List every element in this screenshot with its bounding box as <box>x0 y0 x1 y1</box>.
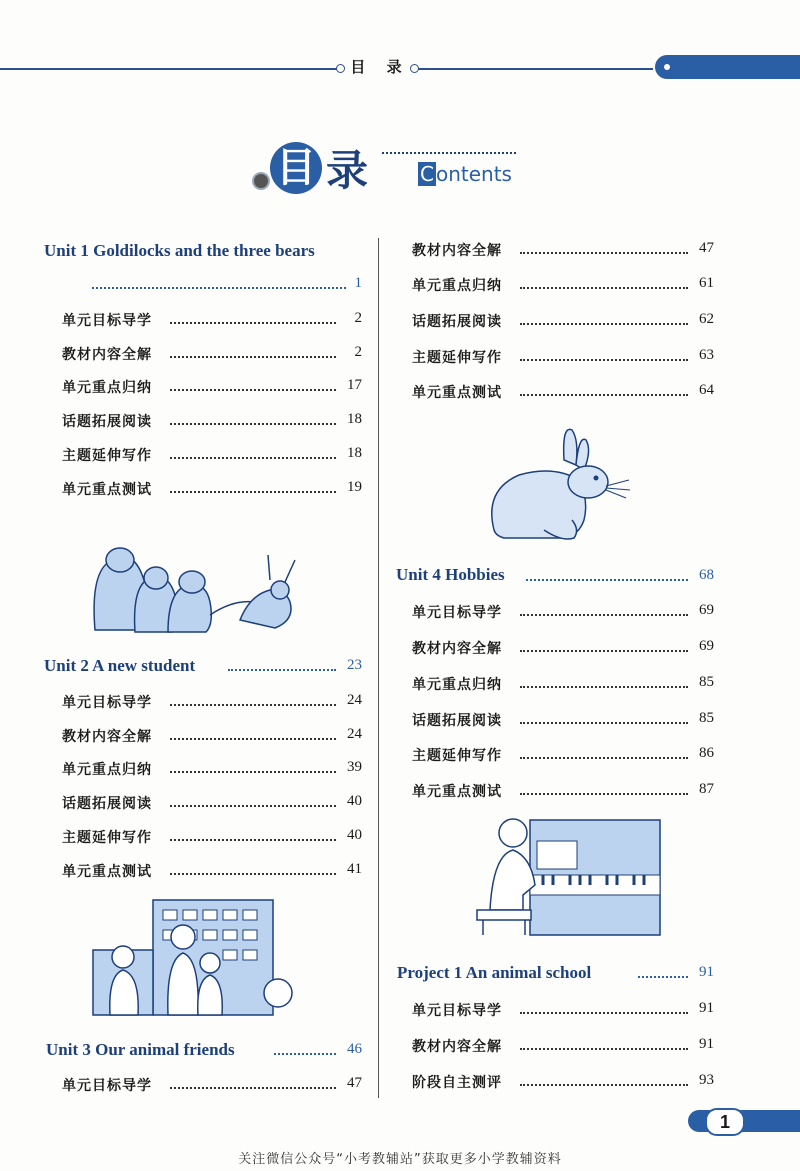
toc-entry-label: 话题拓展阅读 <box>412 314 502 330</box>
toc-entry[interactable] <box>62 377 362 399</box>
rabbit-illustration <box>484 420 634 545</box>
toc-entry-page: 86 <box>699 745 714 761</box>
toc-entry-page: 24 <box>347 726 362 742</box>
toc-entry-page: 62 <box>699 311 714 327</box>
toc-entry-page: 2 <box>354 344 362 360</box>
toc-entry[interactable] <box>62 726 362 748</box>
toc-entry-label: 主题延伸写作 <box>412 748 502 764</box>
leader-dots <box>170 1087 336 1089</box>
leader-dots <box>170 738 336 740</box>
leader-dots <box>170 322 336 324</box>
title-english <box>418 162 512 186</box>
leader-dots <box>520 614 688 616</box>
school-illustration <box>88 895 308 1020</box>
toc-entry[interactable] <box>412 1036 714 1058</box>
toc-entry-label: 教材内容全解 <box>62 729 152 745</box>
leader-dots <box>170 457 336 459</box>
leader-dots <box>170 805 336 807</box>
toc-entry-page: 85 <box>699 674 714 690</box>
project1-title[interactable]: Project 1 An animal school <box>397 963 592 982</box>
toc-entry-page: 40 <box>347 827 362 843</box>
toc-entry-label: 单元目标导学 <box>62 313 152 329</box>
unit4-page-row[interactable] <box>526 567 714 589</box>
leader-dots <box>170 873 336 875</box>
leader-dots <box>170 389 336 391</box>
leader-dots <box>170 771 336 773</box>
contents-title <box>240 138 530 198</box>
toc-entry[interactable] <box>62 827 362 849</box>
header-tab <box>655 55 800 79</box>
toc-entry[interactable] <box>62 310 362 332</box>
toc-entry-page: 18 <box>347 411 362 427</box>
toc-entry-label: 教材内容全解 <box>412 1039 502 1055</box>
toc-entry[interactable] <box>412 1000 714 1022</box>
three-bears-illustration <box>90 540 310 635</box>
toc-entry-page: 41 <box>347 861 362 877</box>
leader-dots <box>520 252 688 254</box>
toc-entry-label: 教材内容全解 <box>412 243 502 259</box>
toc-entry[interactable] <box>412 1072 714 1094</box>
toc-entry[interactable] <box>62 1075 362 1097</box>
leader-dots <box>526 579 688 581</box>
unit2-page-row[interactable] <box>228 657 362 679</box>
toc-entry-label: 教材内容全解 <box>62 347 152 363</box>
leader-dots <box>638 976 688 978</box>
leader-dots <box>520 1048 688 1050</box>
toc-entry[interactable] <box>412 382 714 404</box>
toc-entry-page: 85 <box>699 710 714 726</box>
toc-entry[interactable] <box>62 344 362 366</box>
toc-entry-label: 单元重点归纳 <box>62 380 152 396</box>
unit3-title[interactable]: Unit 3 Our animal friends <box>46 1040 235 1059</box>
toc-entry-page: 91 <box>699 1036 714 1052</box>
title-dotted-rule <box>382 152 516 154</box>
page-number: 91 <box>699 964 714 980</box>
toc-entry-label: 单元重点测试 <box>62 482 152 498</box>
toc-entry-label: 主题延伸写作 <box>62 830 152 846</box>
toc-entry-label: 主题延伸写作 <box>412 350 502 366</box>
toc-entry-label: 教材内容全解 <box>412 641 502 657</box>
toc-entry[interactable] <box>412 674 714 696</box>
toc-entry-page: 18 <box>347 445 362 461</box>
toc-entry[interactable] <box>62 793 362 815</box>
toc-entry[interactable] <box>412 311 714 333</box>
leader-dots <box>274 1053 336 1055</box>
header-rule-right <box>418 68 653 70</box>
leader-dots <box>520 323 688 325</box>
header-title: 目 录 <box>350 58 410 76</box>
toc-entry[interactable] <box>412 602 714 624</box>
leader-dots <box>520 287 688 289</box>
leader-dots <box>170 356 336 358</box>
toc-entry[interactable] <box>412 710 714 732</box>
toc-entry-page: 61 <box>699 275 714 291</box>
title-english-initial: C <box>420 162 434 186</box>
toc-entry-label: 单元目标导学 <box>62 1078 152 1094</box>
toc-entry-label: 话题拓展阅读 <box>412 713 502 729</box>
toc-entry-page: 24 <box>347 692 362 708</box>
bottom-note: 关注微信公众号“小考教辅站”获取更多小学教辅资料 <box>238 1152 562 1167</box>
toc-entry[interactable] <box>412 745 714 767</box>
toc-entry-label: 单元目标导学 <box>412 605 502 621</box>
pin-icon <box>252 172 270 190</box>
leader-dots <box>520 650 688 652</box>
leader-dots <box>520 722 688 724</box>
page-number: 23 <box>347 657 362 673</box>
toc-entry-label: 话题拓展阅读 <box>62 414 152 430</box>
toc-entry-page: 63 <box>699 347 714 363</box>
toc-entry-page: 39 <box>347 759 362 775</box>
toc-entry-page: 69 <box>699 638 714 654</box>
title-char-lu: 录 <box>326 146 369 195</box>
toc-entry-page: 93 <box>699 1072 714 1088</box>
header-tab-dot <box>664 64 670 70</box>
page-number: 68 <box>699 567 714 583</box>
unit4-title[interactable]: Unit 4 Hobbies <box>396 565 505 584</box>
toc-entry[interactable] <box>62 861 362 883</box>
leader-dots <box>520 359 688 361</box>
toc-entry[interactable] <box>62 479 362 501</box>
page-number: 46 <box>347 1041 362 1057</box>
toc-entry-label: 单元重点归纳 <box>412 278 502 294</box>
toc-entry[interactable] <box>62 445 362 467</box>
column-divider <box>378 238 379 1098</box>
toc-entry[interactable] <box>412 781 714 803</box>
leader-dots <box>520 1084 688 1086</box>
leader-dots <box>170 423 336 425</box>
leader-dots <box>228 669 336 671</box>
toc-entry-page: 2 <box>354 310 362 326</box>
leader-dots <box>170 704 336 706</box>
title-char-mu: 目 <box>270 142 322 194</box>
toc-entry-page: 47 <box>699 240 714 256</box>
toc-entry-page: 64 <box>699 382 714 398</box>
toc-entry[interactable] <box>62 411 362 433</box>
page-number: 1 <box>354 275 362 291</box>
toc-entry-label: 单元重点归纳 <box>412 677 502 693</box>
toc-entry-page: 17 <box>347 377 362 393</box>
leader-dots <box>520 757 688 759</box>
leader-dots <box>520 1012 688 1014</box>
toc-entry-label: 单元重点测试 <box>62 864 152 880</box>
toc-entry-page: 69 <box>699 602 714 618</box>
toc-entry-label: 话题拓展阅读 <box>62 796 152 812</box>
toc-entry-label: 阶段自主测评 <box>412 1075 502 1091</box>
title-english-rest: ontents <box>435 162 512 186</box>
toc-entry-page: 19 <box>347 479 362 495</box>
unit1-title[interactable]: Unit 1 Goldilocks and the three bears <box>44 241 315 260</box>
leader-dots <box>520 394 688 396</box>
project1-page-row[interactable] <box>638 964 714 986</box>
leader-dots <box>520 793 688 795</box>
toc-entry[interactable] <box>62 692 362 714</box>
toc-entry[interactable] <box>412 275 714 297</box>
unit2-title-text: Unit 2 A new student <box>44 656 196 675</box>
toc-entry-label: 单元目标导学 <box>62 695 152 711</box>
toc-entry[interactable] <box>412 638 714 660</box>
toc-entry[interactable] <box>412 347 714 369</box>
toc-entry-label: 单元目标导学 <box>412 1003 502 1019</box>
toc-entry-page: 91 <box>699 1000 714 1016</box>
toc-entry-page: 87 <box>699 781 714 797</box>
leader-dots <box>170 491 336 493</box>
leader-dots <box>92 287 346 289</box>
piano-illustration <box>475 815 665 940</box>
unit3-page-row[interactable] <box>274 1041 362 1063</box>
header-rule-left <box>0 68 338 70</box>
unit1-page-row[interactable] <box>92 275 362 297</box>
page-number-badge: 1 <box>705 1108 745 1136</box>
unit2-title[interactable] <box>44 656 195 676</box>
toc-entry[interactable] <box>412 240 714 262</box>
toc-entry-page: 40 <box>347 793 362 809</box>
toc-entry[interactable] <box>62 759 362 781</box>
header-dot-left <box>336 64 345 73</box>
toc-entry-page: 47 <box>347 1075 362 1091</box>
toc-entry-label: 单元重点归纳 <box>62 762 152 778</box>
leader-dots <box>170 839 336 841</box>
leader-dots <box>520 686 688 688</box>
toc-entry-label: 单元重点测试 <box>412 784 502 800</box>
toc-entry-label: 单元重点测试 <box>412 385 502 401</box>
toc-entry-label: 主题延伸写作 <box>62 448 152 464</box>
